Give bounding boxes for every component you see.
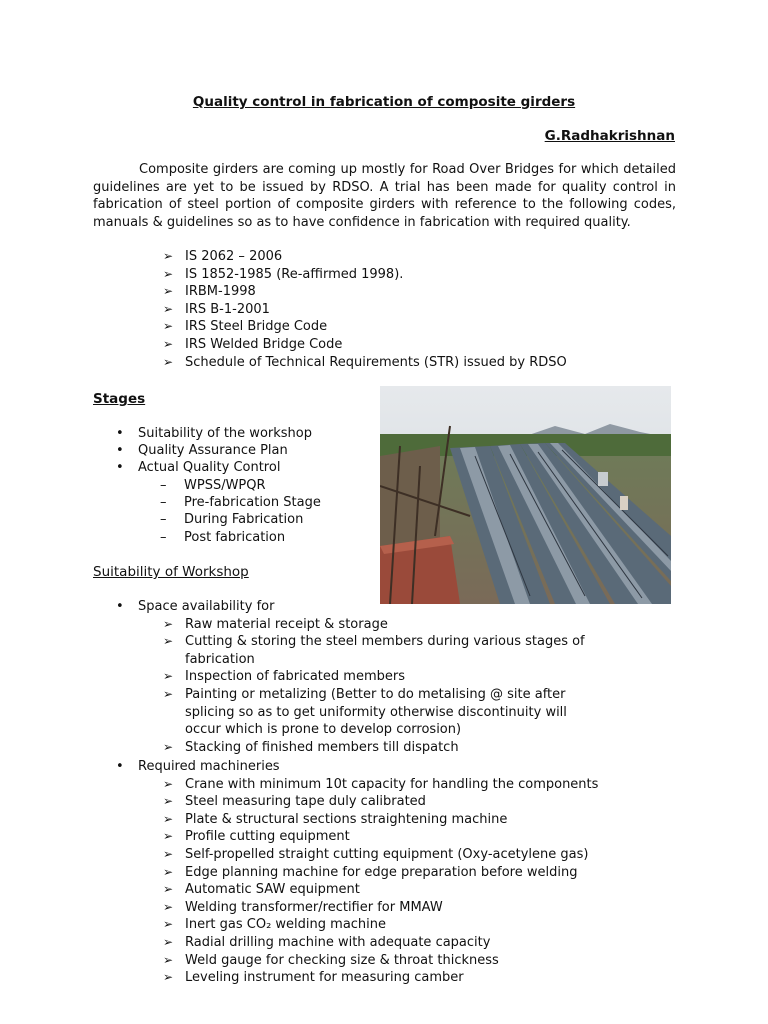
list-item: – WPSS/WPQR [160,477,266,493]
list-item: ➢ Plate & structural sections straightening machine [163,811,508,827]
list-item: ➢ Stacking of finished members till dispatch [163,739,459,755]
bullet-icon: • [116,443,124,459]
arrow-bullet-icon: ➢ [163,864,174,879]
list-item: ➢ IRS B-1-2001 [163,301,270,317]
list-item: ➢ IRS Steel Bridge Code [163,319,328,335]
list-item: ➢ Inert gas CO₂ welding machine [163,917,387,933]
space-block [116,598,603,756]
girder-fabrication-photo [380,386,671,604]
list-item: ➢ Leveling instrument for measuring camber [163,970,464,986]
list-item: ➢ IRS Welded Bridge Code [163,336,343,352]
list-item: • Space availability for ➢ Raw material receipt & storage ➢ Cutting & storing the steel members during various stages of fabrication ➢ Inspection of fabricated members ➢ Painting or metalizing (Better to do metalising @ site after splicing so as to get uniformity otherwise discontinuity will occur which is prone to develop corrosion) ➢ Stacking of finished members till dispatch [116,598,603,756]
list-item: • Required machineries ➢ Crane with minimum 10t capacity for handling the components ➢ Steel measuring tape duly calibrated ➢ Plate & structural sections straightening machine ➢ Profile cutting equipment ➢ Self-propelled straight cutting equipment (Oxy-acetylene gas) ➢ Edge planning machine for edge preparation before welding ➢ Automatic SAW equipment ➢ Welding transformer/rectifier for MMAW ➢ Inert gas CO₂ welding machine ➢ Radial drilling machine with adequate capacity ➢ Weld gauge for checking size & throat thickness ➢ Leveling instrument for measuring camber [116,758,603,987]
arrow-bullet-icon: ➢ [163,336,174,351]
list-item: ➢ Automatic SAW equipment [163,882,360,898]
dash-icon: – [160,477,167,493]
arrow-bullet-icon: ➢ [163,266,174,281]
arrow-bullet-icon: ➢ [163,899,174,914]
list-item: – During Fabrication [160,512,304,528]
list-item: – Pre-fabrication Stage [160,494,321,510]
arrow-bullet-icon: ➢ [163,952,174,967]
machinery-block [116,758,603,987]
dash-icon: – [160,494,167,510]
list-item: • Suitability of the workshop [116,426,312,441]
document-title: Quality control in fabrication of composite girders [192,94,576,110]
arrow-bullet-icon: ➢ [163,794,174,809]
codes-list [163,248,567,371]
list-item: ➢ IS 1852-1985 (Re-affirmed 1998). [163,266,404,282]
stages-list [116,425,321,546]
list-item: ➢ Raw material receipt & storage [163,616,388,632]
arrow-bullet-icon: ➢ [163,284,174,299]
list-item: ➢ Self-propelled straight cutting equipment (Oxy-acetylene gas) [163,846,589,862]
arrow-bullet-icon: ➢ [163,669,174,684]
dash-icon: – [160,529,167,545]
list-item: • Actual Quality Control – WPSS/WPQR – Pre-fabrication Stage – During Fabrication – Post fabrication [116,460,321,545]
bullet-icon: • [116,460,124,476]
arrow-bullet-icon: ➢ [163,934,174,949]
author-name: G.Radhakrishnan [544,128,675,144]
arrow-bullet-icon: ➢ [163,616,174,631]
arrow-bullet-icon: ➢ [163,776,174,791]
arrow-bullet-icon: ➢ [163,917,174,932]
list-item: – Post fabrication [160,529,286,545]
arrow-bullet-icon: ➢ [163,882,174,897]
workshop-heading: Suitability of Workshop [93,564,249,580]
stages-heading: Stages [93,391,146,407]
space-items-list [163,616,603,757]
list-item: • Quality Assurance Plan [116,443,288,459]
list-item: ➢ Painting or metalizing (Better to do metalising @ site after splicing so as to get uniformity otherwise discontinuity will occur which is prone to develop corrosion) [163,686,567,738]
intro-paragraph: Composite girders are coming up mostly for Road Over Bridges for which detailed guidelines are yet to be issued by RDSO. A trial has been made for quality control in fabrication of steel portion of composite girders with reference to the following codes, manuals & guidelines so as to have confidence in fabrication with required quality. [93,162,676,230]
arrow-bullet-icon: ➢ [163,634,174,649]
list-item: ➢ Profile cutting equipment [163,829,350,845]
list-item: ➢ Crane with minimum 10t capacity for handling the components [163,776,599,792]
list-item: ➢ Radial drilling machine with adequate capacity [163,934,491,950]
bullet-icon: • [116,759,124,774]
list-item: ➢ IS 2062 – 2006 [163,249,283,264]
qc-substages-list [160,477,321,546]
arrow-bullet-icon: ➢ [163,301,174,316]
dash-icon: – [160,512,167,528]
arrow-bullet-icon: ➢ [163,354,174,369]
list-item: ➢ Inspection of fabricated members [163,669,405,685]
arrow-bullet-icon: ➢ [163,249,174,263]
arrow-bullet-icon: ➢ [163,970,174,985]
machinery-items-list [163,776,603,987]
arrow-bullet-icon: ➢ [163,811,174,826]
list-item: ➢ Weld gauge for checking size & throat thickness [163,952,499,968]
list-item: ➢ IRBM-1998 [163,284,256,300]
arrow-bullet-icon: ➢ [163,739,174,754]
list-item: ➢ Steel measuring tape duly calibrated [163,794,426,810]
list-item: ➢ Schedule of Technical Requirements (STR) issued by RDSO [163,354,567,370]
arrow-bullet-icon: ➢ [163,829,174,844]
bullet-icon: • [116,599,124,614]
arrow-bullet-icon: ➢ [163,319,174,334]
arrow-bullet-icon: ➢ [163,846,174,861]
list-item: ➢ Welding transformer/rectifier for MMAW [163,899,443,915]
list-item: ➢ Cutting & storing the steel members during various stages of fabrication [163,634,585,667]
list-item: ➢ Edge planning machine for edge preparation before welding [163,864,578,880]
bullet-icon: • [116,426,124,441]
arrow-bullet-icon: ➢ [163,686,174,701]
